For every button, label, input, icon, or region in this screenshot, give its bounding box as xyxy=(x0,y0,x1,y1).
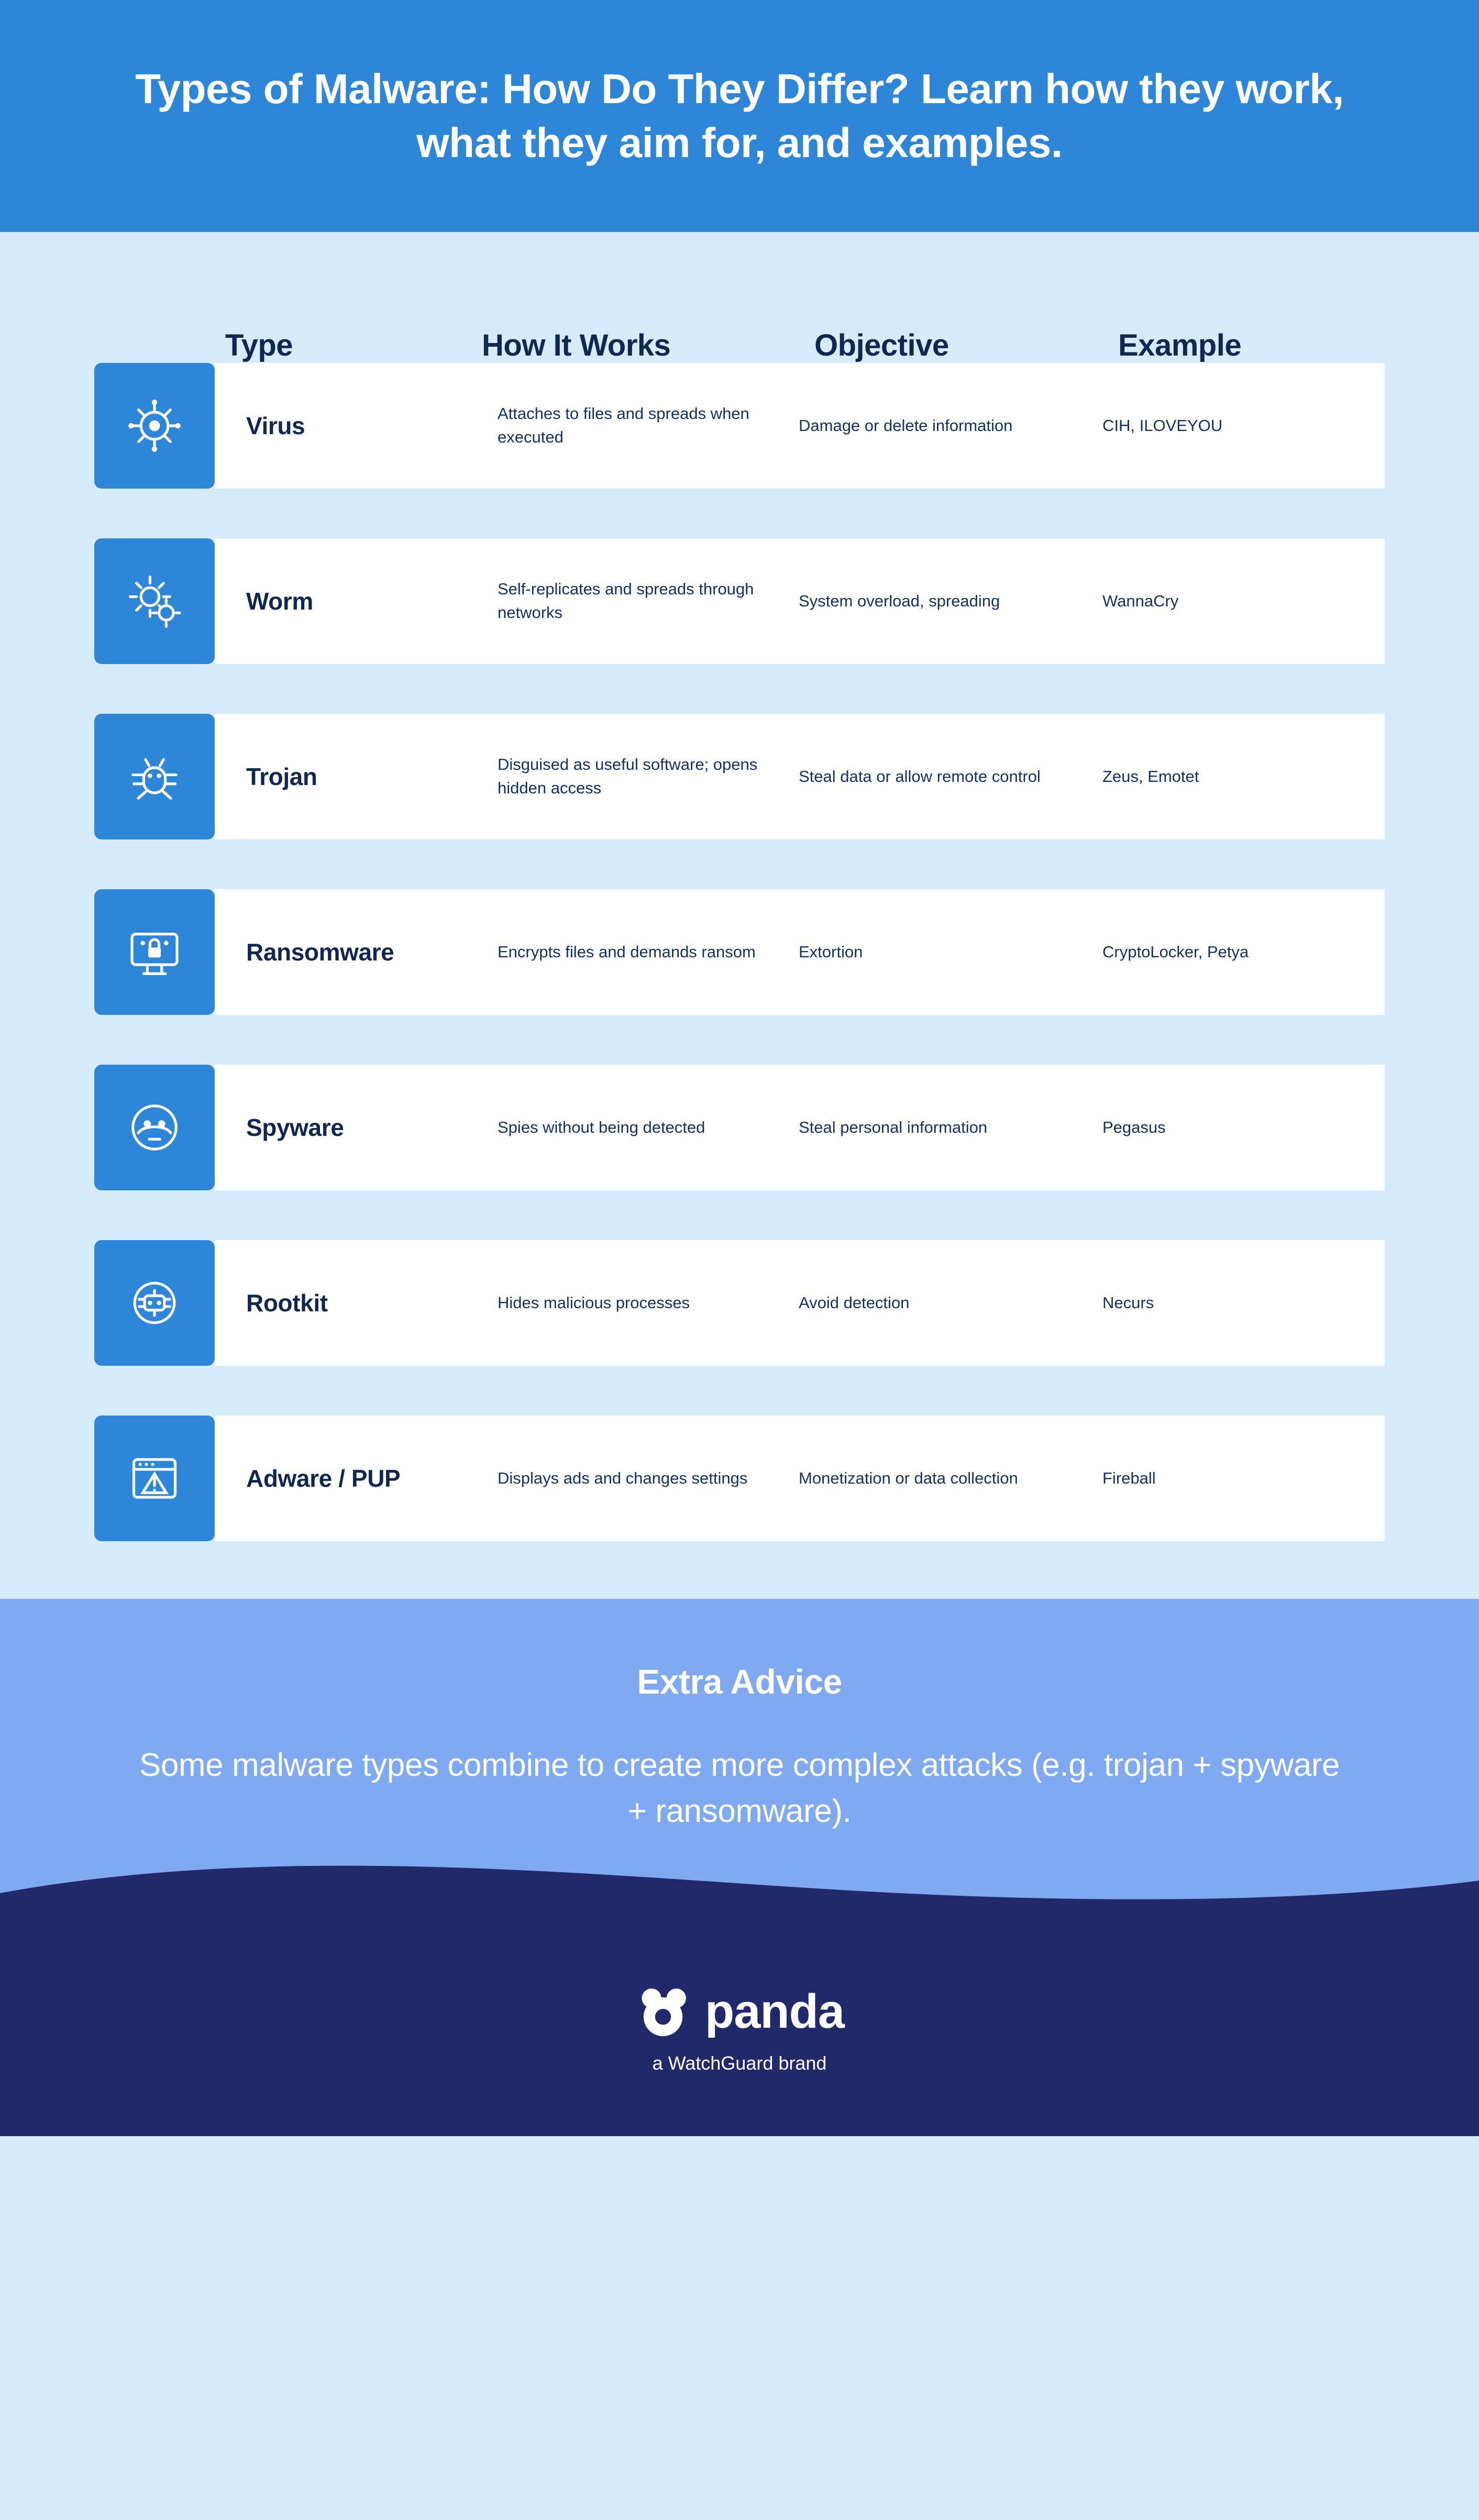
cell-how-it-works: Displays ads and changes settings xyxy=(498,1468,748,1487)
cell-example: Fireball xyxy=(1102,1468,1156,1487)
header-banner xyxy=(0,0,1479,232)
table-row xyxy=(94,889,1385,1015)
table-row-body xyxy=(215,538,1385,664)
table-column-headers xyxy=(94,232,1385,363)
table-row xyxy=(94,363,1385,489)
column-header-type: Type xyxy=(225,328,293,362)
adware-browser-warning-icon xyxy=(94,1416,215,1541)
column-header-objective: Objective xyxy=(814,328,949,362)
table-row-body xyxy=(215,1240,1385,1366)
cell-objective: System overload, spreading xyxy=(799,591,1000,610)
trojan-bug-icon xyxy=(94,714,215,839)
table-row-body xyxy=(215,714,1385,839)
extra-advice-title: Extra Advice xyxy=(637,1662,842,1701)
brand-tagline: a WatchGuard brand xyxy=(652,2052,827,2074)
cell-how-it-works: Hides malicious processes xyxy=(498,1293,690,1312)
rootkit-chip-icon xyxy=(94,1240,215,1366)
table-row xyxy=(94,538,1385,664)
cell-how-it-works: Attaches to files and spreads when executed xyxy=(498,404,749,446)
cell-how-it-works: Self-replicates and spreads through networks xyxy=(498,580,754,622)
cell-type: Virus xyxy=(246,412,305,439)
table-row-body xyxy=(215,889,1385,1015)
cell-how-it-works: Encrypts files and demands ransom xyxy=(498,942,756,961)
spyware-eye-icon xyxy=(94,1065,215,1190)
cell-type: Trojan xyxy=(246,763,317,790)
cell-how-it-works: Disguised as useful software; opens hidden access xyxy=(498,755,758,797)
cell-objective: Steal data or allow remote control xyxy=(799,767,1041,786)
extra-advice-text: Some malware types combine to create more complex attacks (e.g. trojan + spyware + ransomware). xyxy=(139,1747,1340,1830)
cell-example: Zeus, Emotet xyxy=(1102,767,1199,786)
malware-table xyxy=(0,232,1479,1541)
panda-logo-icon xyxy=(635,1983,691,2040)
brand-logo xyxy=(635,1983,844,2040)
column-header-how-it-works: How It Works xyxy=(482,328,671,362)
cell-how-it-works: Spies without being detected xyxy=(498,1118,705,1136)
cell-objective: Steal personal information xyxy=(799,1118,988,1136)
cell-example: Pegasus xyxy=(1102,1118,1166,1136)
cell-objective: Avoid detection xyxy=(799,1293,910,1312)
cell-objective: Extortion xyxy=(799,942,863,961)
cell-type: Spyware xyxy=(246,1114,344,1141)
table-row-body xyxy=(215,1065,1385,1190)
table-row xyxy=(94,1065,1385,1190)
cell-example: CIH, ILOVEYOU xyxy=(1102,416,1223,435)
cell-type: Adware / PUP xyxy=(246,1465,401,1492)
cell-example: CryptoLocker, Petya xyxy=(1102,942,1249,961)
column-header-example: Example xyxy=(1118,328,1242,362)
virus-icon xyxy=(94,363,215,489)
footer xyxy=(0,1911,1479,2136)
cell-type: Rootkit xyxy=(246,1289,328,1317)
worm-gear-icon xyxy=(94,538,215,664)
table-row xyxy=(94,714,1385,839)
cell-example: WannaCry xyxy=(1102,591,1179,610)
page-title: Types of Malware: How Do They Differ? Learn how they work, what they aim for, and examples. xyxy=(135,65,1344,166)
table-row xyxy=(94,1240,1385,1366)
cell-objective: Damage or delete information xyxy=(799,416,1013,435)
cell-example: Necurs xyxy=(1102,1293,1154,1312)
cell-objective: Monetization or data collection xyxy=(799,1468,1018,1487)
cell-type: Worm xyxy=(246,588,313,615)
ransomware-monitor-lock-icon xyxy=(94,889,215,1015)
brand-name: panda xyxy=(705,1984,844,2038)
table-row xyxy=(94,1416,1385,1541)
cell-type: Ransomware xyxy=(246,938,394,966)
table-row-body xyxy=(215,363,1385,489)
table-row-body xyxy=(215,1416,1385,1541)
